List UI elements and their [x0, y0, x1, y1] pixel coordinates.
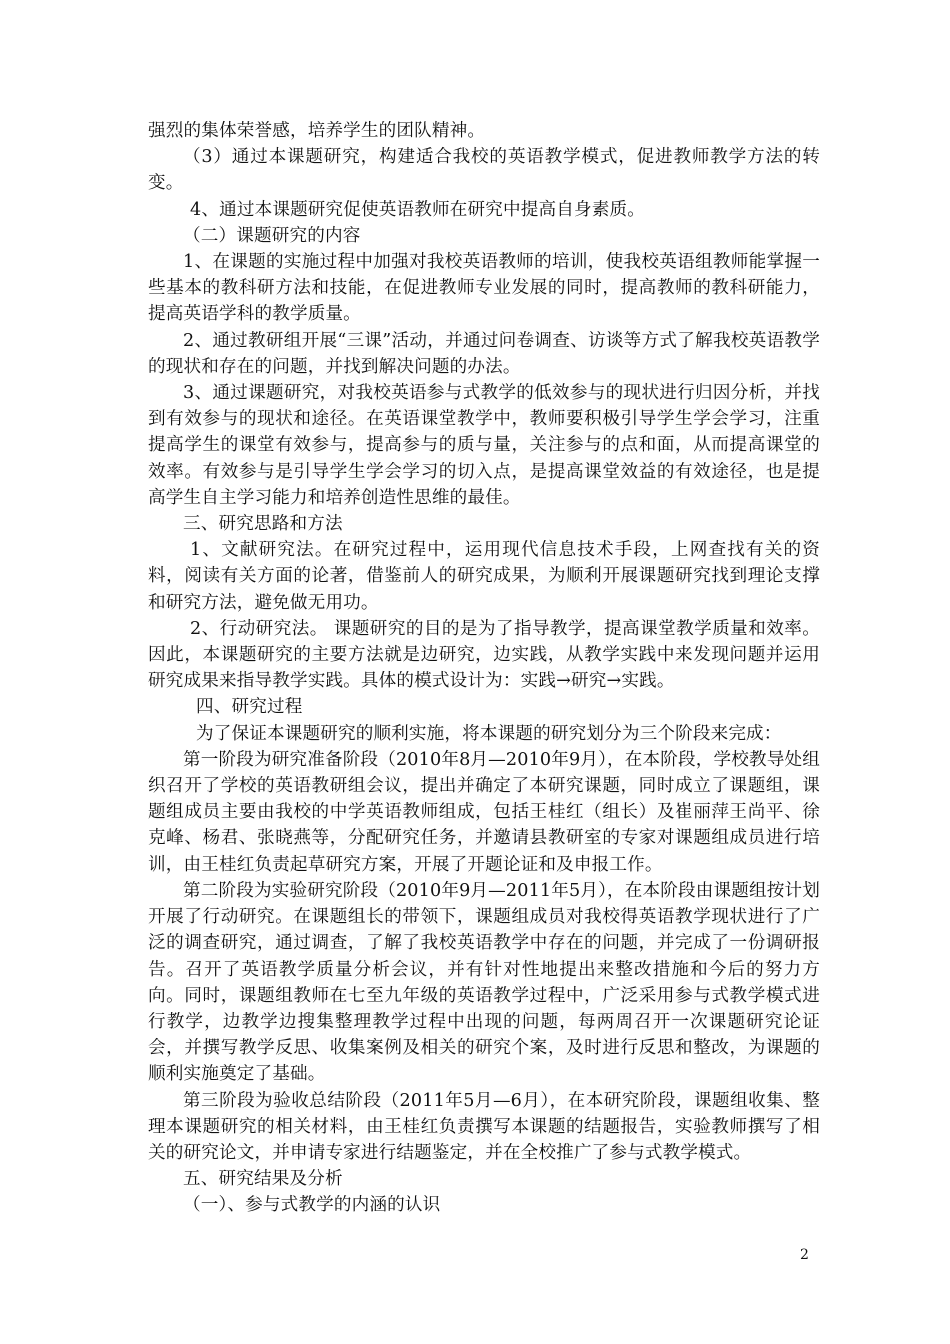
- section-heading: （二）课题研究的内容: [183, 225, 361, 246]
- body-paragraph: 2、通过教研组开展“三课”活动，并通过问卷调查、访谈等方式了解我校英语教学的现状和存在的问题，并找到解决问题的办法。: [148, 330, 820, 377]
- body-paragraph: 2、行动研究法。 课题研究的目的是为了指导教学，提高课堂教学质量和效率。因此，本课题研究的主要方法就是边研究，边实践，从教学实践中来发现问题并运用研究成果来指导教学实践。具体的模式设计为：实践→研究→实践。: [148, 618, 820, 692]
- body-paragraph: 3、通过课题研究，对我校英语参与式教学的低效参与的现状进行归因分析，并找到有效参与的现状和途径。在英语课堂教学中，教师要积极引导学生学会学习，注重提高学生的课堂有效参与，提高参与的质与量，关注参与的点和面，从而提高课堂的效率。有效参与是引导学生学会学习的切入点，是提高课堂效益的有效途径，也是提高学生自主学习能力和培养创造性思维的最佳。: [148, 383, 820, 508]
- section-heading: 四、研究过程: [196, 697, 303, 718]
- document-body: [148, 118, 820, 1219]
- body-paragraph: 第二阶段为实验研究阶段（2010年9月—2011年5月），在本阶段由课题组按计划开展了行动研究。在课题组长的带领下，课题组成员对我校得英语教学现状进行了广泛的调查研究，通过调查，了解了我校英语教学中存在的问题，并完成了一份调研报告。召开了英语教学质量分析会议，并有针对性地提出来整改措施和今后的努力方向。同时，课题组教师在七至九年级的英语教学过程中，广泛采用参与式教学模式进行教学，边教学边搜集整理教学过程中出现的问题，每两周召开一次课题研究论证会，并撰写教学反思、收集案例及相关的研究个案，及时进行反思和整改，为课题的顺利实施奠定了基础。: [148, 880, 820, 1085]
- section-heading: 三、研究思路和方法: [183, 514, 343, 535]
- body-paragraph: 第三阶段为验收总结阶段（2011年5月—6月），在本研究阶段，课题组收集、整理本课题研究的相关材料，由王桂红负责撰写本课题的结题报告，实验教师撰写了相关的研究论文，并申请专家进行结题鉴定，并在全校推广了参与式教学模式。: [148, 1090, 820, 1163]
- body-paragraph: 1、在课题的实施过程中加强对我校英语教师的培训，使我校英语组教师能掌握一些基本的教科研方法和技能，在促进教师专业发展的同时，提高教师的教科研能力，提高英语学科的教学质量。: [148, 252, 820, 325]
- body-paragraph: 第一阶段为研究准备阶段（2010年8月—2010年9月），在本阶段，学校教导处组织召开了学校的英语教研组会议，提出并确定了本研究课题，同时成立了课题组，课题组成员主要由我校的中学英语教师组成，包括王桂红（组长）及崔丽萍王尚平、徐克峰、杨君、张晓燕等，分配研究任务，并邀请县教研室的专家对课题组成员进行培训，由王桂红负责起草研究方案，开展了开题论证和及申报工作。: [148, 749, 820, 875]
- body-paragraph: 强烈的集体荣誉感，培养学生的团队精神。: [148, 121, 486, 141]
- section-heading: 五、研究结果及分析: [183, 1169, 343, 1190]
- body-paragraph: （3）通过本课题研究，构建适合我校的英语教学模式，促进教师教学方法的转变。: [148, 147, 820, 194]
- body-paragraph: 4、通过本课题研究促使英语教师在研究中提高自身素质。: [190, 199, 645, 220]
- subsection-heading: （一）、参与式教学的内涵的认识: [183, 1195, 441, 1216]
- page-number: 2: [800, 1247, 809, 1263]
- body-paragraph: 1、文献研究法。在研究过程中，运用现代信息技术手段，上网查找有关的资料，阅读有关方面的论著，借鉴前人的研究成果，为顺利开展课题研究找到理论支撑和研究方法，避免做无用功。: [148, 540, 820, 613]
- body-paragraph: 为了保证本课题研究的顺利实施，将本课题的研究划分为三个阶段来完成：: [196, 723, 782, 744]
